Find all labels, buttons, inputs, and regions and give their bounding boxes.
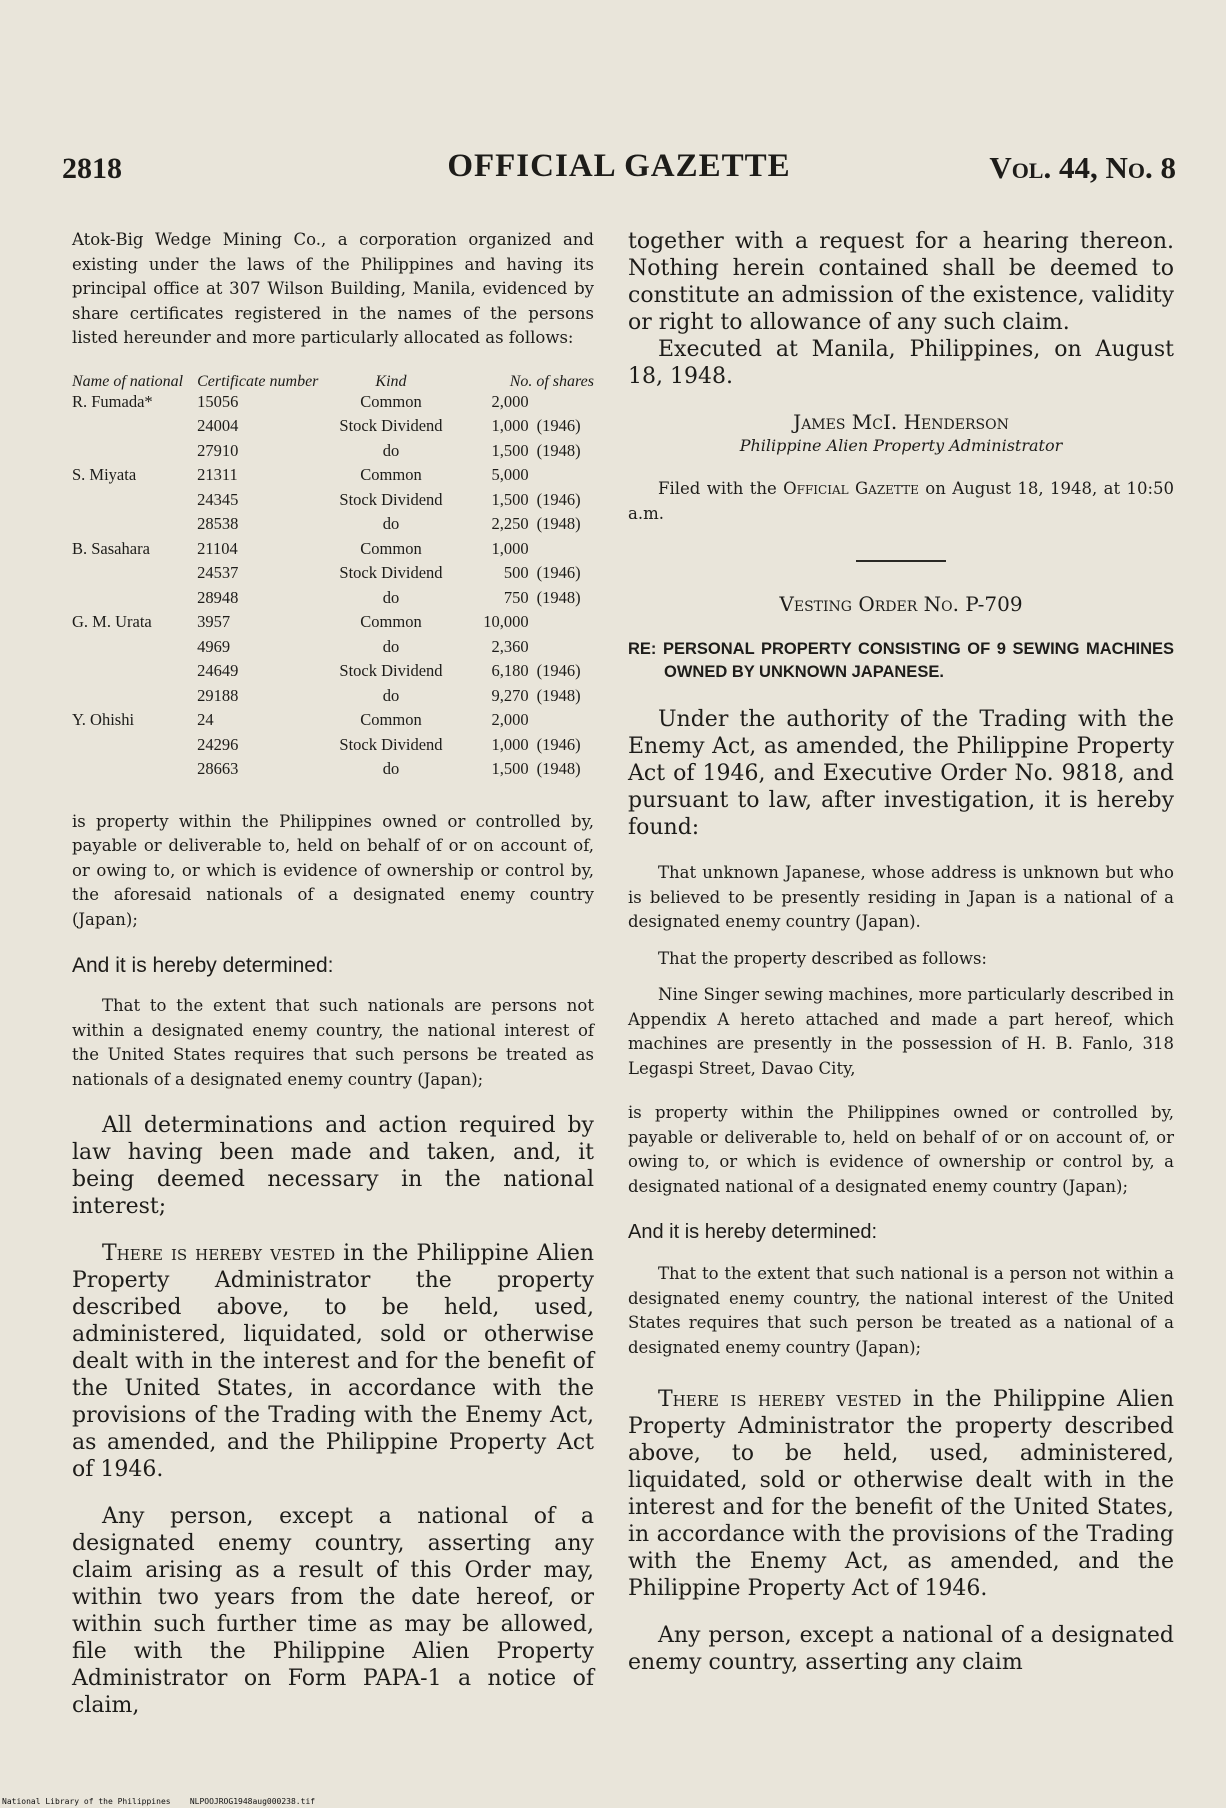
share-kind: Common	[360, 391, 422, 411]
continuation-paragraph: together with a request for a hearing thereon. Nothing herein contained shall be deemed to constitute an admission of the existence, validity or right to allowance of any such claim.	[628, 229, 1174, 335]
national-name	[72, 563, 197, 588]
share-kind: Stock Dividend	[339, 563, 443, 582]
left-column	[72, 228, 594, 1719]
national-name	[72, 588, 197, 613]
share-kind: Common	[360, 465, 422, 484]
table-header-row	[72, 373, 594, 392]
national-name: G. M. Urata	[72, 612, 152, 631]
dividend-year	[529, 710, 594, 735]
certificate-number: 21104	[197, 538, 238, 558]
dividend-year: (1946)	[536, 661, 581, 680]
share-count: 1,500	[491, 489, 529, 509]
share-kind: do	[382, 685, 400, 705]
share-table	[72, 373, 594, 784]
vesting-text-right: in the Philippine Alien Property Administrator the property described above, to be held, used, administered, liquidated, sold or otherwise dealt with in the interest and for the benefit of the United States, in accordance with the provisions of the Trading with the Enemy Act, as amended, and the Philippine Property Act of 1946.	[628, 1387, 1174, 1601]
footer-source: National Library of the Philippines	[2, 1797, 171, 1806]
property-paragraph: is property within the Philippines owned or controlled by, payable or deliverable to, held on behalf of or on account of, or owing to, or which is evidence of ownership or control by, the aforesaid nationals of a designated enemy country (Japan);	[72, 811, 594, 929]
volume-label: Vol. 44, No. 8	[989, 150, 1176, 185]
share-count: 1,000	[491, 734, 529, 754]
table-row	[72, 588, 594, 613]
dividend-year	[529, 539, 594, 564]
certificate-number: 28663	[197, 759, 239, 778]
dividend-year	[529, 392, 594, 417]
header-kind: Kind	[375, 372, 407, 390]
certificate-number: 24	[197, 710, 214, 729]
share-kind: do	[382, 759, 400, 778]
filed-publication: Official Gazette	[783, 479, 919, 498]
table-row	[72, 637, 594, 662]
dividend-year: (1946)	[536, 734, 581, 754]
dividend-year	[529, 465, 594, 490]
national-name	[72, 514, 197, 539]
determined-heading: And it is hereby determined:	[72, 954, 334, 977]
certificate-number: 24345	[197, 489, 239, 509]
order-subject: RE: PERSONAL PROPERTY CONSISTING OF 9 SEWING MACHINES OWNED BY UNKNOWN JAPANESE.	[628, 640, 1174, 681]
share-table-body	[72, 392, 594, 784]
dividend-year: (1948)	[536, 759, 581, 778]
vesting-lead: There is hereby vested	[102, 1241, 336, 1266]
certificate-number: 24004	[197, 416, 239, 435]
vesting-lead-right: There is hereby vested	[658, 1387, 902, 1412]
share-kind: Common	[360, 710, 422, 729]
page-number: 2818	[62, 152, 122, 185]
national-name: Y. Ohishi	[72, 710, 135, 729]
dividend-year: (1946)	[536, 416, 581, 435]
share-count: 2,000	[491, 710, 529, 729]
share-kind: do	[382, 514, 400, 533]
certificate-number: 28948	[197, 587, 239, 607]
national-name	[72, 661, 197, 686]
national-name	[72, 490, 197, 515]
share-kind: do	[382, 587, 400, 607]
share-kind: Stock Dividend	[339, 661, 443, 680]
certificate-number: 27910	[197, 440, 239, 460]
table-row	[72, 612, 594, 637]
share-count: 2,000	[491, 391, 529, 411]
determinations-paragraph: All determinations and action required by law having been made and taken, and, it being deemed necessary in the national interest;	[72, 1113, 594, 1219]
share-count: 6,180	[491, 661, 529, 680]
certificate-number: 3957	[197, 612, 231, 631]
share-count: 9,270	[491, 685, 529, 705]
table-row	[72, 710, 594, 735]
national-name	[72, 441, 197, 466]
table-row	[72, 759, 594, 784]
signatory-name: James McI. Henderson	[793, 410, 1009, 434]
share-count: 5,000	[491, 465, 529, 484]
table-row	[72, 441, 594, 466]
property-paragraph-right: is property within the Philippines owned or controlled by, payable or deliverable to, held on behalf of or on account of, or owing to, or which is evidence of ownership or control by, a designated national of a designated enemy country (Japan);	[628, 1103, 1174, 1196]
table-row	[72, 514, 594, 539]
section-divider	[856, 560, 946, 562]
certificate-number: 24296	[197, 734, 239, 754]
described-paragraph: That the property described as follows:	[658, 948, 987, 968]
dividend-year: (1948)	[536, 685, 581, 705]
share-count: 750	[503, 587, 529, 607]
national-name	[72, 416, 197, 441]
national-name: B. Sasahara	[72, 538, 150, 558]
table-row	[72, 539, 594, 564]
header-name: Name of national	[72, 372, 184, 390]
table-row	[72, 416, 594, 441]
machines-paragraph: Nine Singer sewing machines, more particularly described in Appendix A hereto attached and made a part hereof, which machines are presently in the possession of H. B. Fanlo, 318 Legaspi Street, Davao City,	[628, 985, 1174, 1078]
intro-paragraph: Atok-Big Wedge Mining Co., a corporation organized and existing under the laws of the Philippines and having its principal office at 307 Wilson Building, Manila, evidenced by share certificates registered in the names of the persons listed hereunder and more particularly allocated as follows:	[72, 230, 594, 347]
share-count: 10,000	[483, 612, 529, 631]
claim-paragraph: Any person, except a national of a designated enemy country, asserting any claim arising as a result of this Order may, within two years from the date hereof, or within such further time as may be allowed, file with the Philippine Alien Property Administrator on Form PAPA-1 a notice of claim,	[72, 1504, 594, 1718]
publication-title: OFFICIAL GAZETTE	[447, 148, 791, 184]
order-title: Vesting Order No. P-709	[779, 592, 1023, 616]
filed-rest: on August 18, 1948, at 10:50 a.m.	[628, 479, 1175, 523]
table-row	[72, 661, 594, 686]
dividend-year	[529, 637, 594, 662]
extent-paragraph: That to the extent that such nationals are persons not within a designated enemy country, the national interest of the United States requires that such persons be treated as nationals of a designated enemy country (Japan);	[72, 996, 594, 1089]
table-row	[72, 490, 594, 515]
vesting-paragraph	[72, 1240, 594, 1483]
certificate-number: 29188	[197, 685, 239, 705]
dividend-year: (1946)	[536, 489, 581, 509]
authority-paragraph: Under the authority of the Trading with the Enemy Act, as amended, the Philippine Property Act of 1946, and Executive Order No. 9818, and pursuant to law, after investigation, it is hereby found:	[628, 707, 1174, 840]
share-count: 1,500	[491, 759, 529, 778]
certificate-number: 24537	[197, 563, 239, 582]
share-kind: Common	[360, 538, 422, 558]
dividend-year: (1946)	[536, 563, 581, 582]
right-column	[628, 228, 1174, 1676]
table-row	[72, 392, 594, 417]
share-kind: Stock Dividend	[339, 734, 443, 754]
national-name	[72, 735, 197, 760]
national-name	[72, 637, 197, 662]
certificate-number: 21311	[197, 465, 238, 484]
executed-paragraph: Executed at Manila, Philippines, on August 18, 1948.	[628, 337, 1174, 389]
dividend-year: (1948)	[536, 440, 581, 460]
header-certificate: Certificate number	[197, 372, 319, 390]
filed-lead: Filed with the	[658, 479, 784, 498]
extent-paragraph-right: That to the extent that such national is a person not within a designated enemy country, the national interest of the United States requires that such person be treated as a national of a designated enemy country (Japan);	[628, 1264, 1174, 1357]
vesting-text: in the Philippine Alien Property Administrator the property described above, to be held, used, administered, liquidated, sold or otherwise dealt with in the interest and for the benefit of the United States, in accordance with the provisions of the Trading with the Enemy Act, as amended, and the Philippine Property Act of 1946.	[72, 1241, 595, 1482]
dividend-year: (1948)	[536, 514, 581, 533]
header-shares: No. of shares	[509, 372, 594, 390]
dividend-year: (1948)	[536, 587, 581, 607]
national-name	[72, 686, 197, 711]
signature-block	[628, 410, 1174, 455]
share-kind: do	[382, 440, 400, 460]
determined-heading-right: And it is hereby determined:	[628, 1221, 878, 1243]
national-name: S. Miyata	[72, 465, 137, 484]
dividend-year	[529, 612, 594, 637]
scan-footer	[2, 1797, 315, 1806]
share-kind: Stock Dividend	[339, 489, 443, 509]
share-count: 1,000	[491, 416, 529, 435]
share-kind: Common	[360, 612, 422, 631]
national-name	[72, 759, 197, 784]
national-name: R. Fumada*	[72, 391, 153, 411]
unknown-national-paragraph: That unknown Japanese, whose address is unknown but who is believed to be presently residing in Japan is a national of a designated enemy country (Japan).	[628, 863, 1174, 931]
share-count: 2,360	[491, 636, 529, 656]
filed-note	[628, 477, 1174, 526]
certificate-number: 15056	[197, 391, 239, 411]
share-kind: Stock Dividend	[339, 416, 443, 435]
vesting-paragraph-right	[628, 1386, 1174, 1602]
share-kind: do	[382, 636, 400, 656]
certificate-number: 4969	[197, 636, 231, 656]
table-row	[72, 563, 594, 588]
share-count: 2,250	[491, 514, 529, 533]
table-row	[72, 465, 594, 490]
certificate-number: 24649	[197, 661, 239, 680]
share-count: 500	[503, 563, 529, 582]
footer-file: NLPOOJROG1948aug000238.tif	[189, 1797, 316, 1806]
table-row	[72, 686, 594, 711]
share-count: 1,500	[491, 440, 529, 460]
claim-paragraph-right: Any person, except a national of a designated enemy country, asserting any claim	[628, 1623, 1174, 1675]
page-header	[62, 148, 1176, 196]
certificate-number: 28538	[197, 514, 239, 533]
table-row	[72, 735, 594, 760]
share-count: 1,000	[491, 538, 529, 558]
signatory-title: Philippine Alien Property Administrator	[739, 436, 1063, 455]
